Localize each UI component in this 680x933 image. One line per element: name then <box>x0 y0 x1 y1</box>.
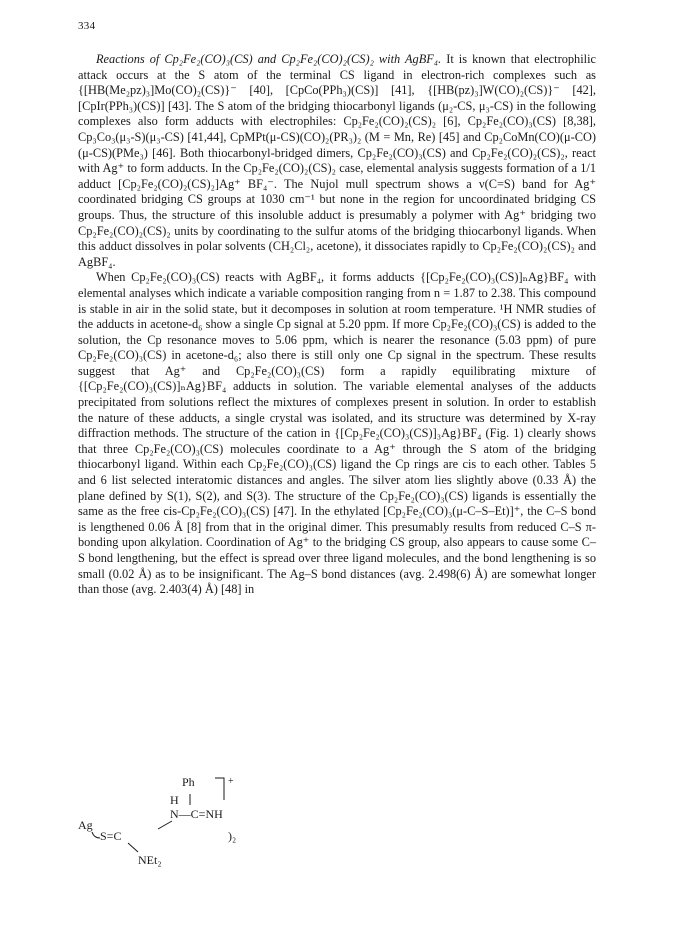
structure-n-c-nh-label: N—C=NH <box>170 807 223 821</box>
chemical-structure-diagram <box>78 774 378 874</box>
paragraph-adducts <box>78 270 596 597</box>
structure-bond-n-c <box>158 821 172 829</box>
structure-charge-label: + <box>228 776 234 787</box>
structure-h-label: H <box>170 793 179 807</box>
structure-ag-arrow <box>92 832 100 838</box>
paragraph-text: When Cp₂Fe₂(CO)₃(CS) reacts with AgBF₄, it forms adducts {[Cp₂Fe₂(CO)₃(CS)]ₙAg}BF₄ with elemental analyses which indicate a variable composition ranging from n = 1.87 to 2.38. This compound is stable in air in the solid state, but it decomposes in solution at room temperature. ¹H NMR studies of the adducts in acetone-d₆ show a single Cp signal at 5.20 ppm. If more Cp₂Fe₂(CO)₃(CS) is added to the solution, the Cp resonance moves to 5.06 ppm, which is nearer the resonance (5.03 ppm) of pure Cp₂Fe₂(CO)₃(CS) in acetone-d₆; also there is still only one Cp signal in the spectrum. These results suggest that Ag⁺ and Cp₂Fe₂(CO)₃(CS) form a rapidly equilibrating mixture of {[Cp₂Fe₂(CO)₃(CS)]ₙAg}BF₄ adducts in solution. The variable elemental analyses of the adducts precipitated from solutions reflect the mixtures of complexes present in solution. In order to establish the nature of these adducts, a single crystal was isolated, and its structure was determined by X-ray diffraction methods. The structure of the cation in {[Cp₂Fe₂(CO)₃(CS)]₃Ag}BF₄ (Fig. 1) clearly shows that three Cp₂Fe₂(CO)₃(CS) molecules coordinate to a Ag⁺ through the S atom of the bridging thiocarbonyl ligand. Within each Cp₂Fe₂(CO)₃(CS) ligand the Cp rings are cis to each other. Tables 5 and 6 list selected interatomic distances and angles. The silver atom lies slightly above (0.33 Å) the plane defined by S(1), S(2), and S(3). The structure of the Cp₂Fe₂(CO)₃(CS) ligands is essentially the same as the free cis-Cp₂Fe₂(CO)₃(CS) [47]. In the ethylated [Cp₂Fe₂(CO)₃(μ-C–S–Et)]⁺, the C–S bond is lengthened 0.06 Å [8] from that in the original dimer. This presumably results from reduced C–S π-bonding upon alkylation. Coordination of Ag⁺ to the bridging CS group, also appears to cause some C–S bond lengthening, but the effect is spread over three ligand molecules, and the bond lengthening is so small (0.02 Å) as to be insignificant. The Ag–S bond distances (avg. 2.498(6) Å) are somewhat longer than those (avg. 2.403(4) Å) [48] in <box>78 270 596 597</box>
structure-bond-c-net2 <box>128 843 138 852</box>
page-number: 334 <box>78 20 96 32</box>
structure-ph-label: Ph <box>182 775 195 789</box>
paragraph-text: It is known that electrophilic attack occurs at the S atom of the terminal CS ligand in electron-rich complexes such as {[HB(Me₂pz)₃]Mo(CO)₂(CS)}⁻ [40], [CpCo(PPh₃)(CS)] [41], {[HB(pz)₃]W(CO)₂(CS)}⁻ [42], [CpIr(PPh₃)(CS)] [43]. The S atom of the bridging thiocarbonyl ligands (μ₂-CS, μ₃-CS) in the following complexes also form adducts with electrophiles: Cp₂Fe₂(CO)₂(CS)₂ [6], Cp₂Fe₂(CO)₃(CS) [8,38], Cp₃Co₃(μ₃-S)(μ₃-CS) [41,44], CpMPt(μ-CS)(CO)₂(PR₃)₂ (M = Mn, Re) [45] and Cp₂CoMn(CO)(μ-CO)(μ-CS)(PMe₃) [46]. Both thiocarbonyl-bridged dimers, Cp₂Fe₂(CO)₃(CS) and Cp₂Fe₂(CO)₂(CS)₂, react with Ag⁺ to form adducts. In the Cp₂Fe₂(CO)₂(CS)₂ case, elemental analysis suggests formation of a 1/1 adduct [Cp₂Fe₂(CO)₂(CS)₂]Ag⁺ BF₄⁻. The Nujol mull spectrum shows a ν(C=S) band for Ag⁺ coordinated bridging CS groups at 1030 cm⁻¹ but none in the region for uncoordinated bridging CS groups. Thus, the structure of this insoluble adduct is presumably a polymer with Ag⁺ bridging two Cp₂Fe₂(CO)₂(CS)₂ units by coordinating to the sulfur atoms of the bridging thiocarbonyl ligands. When this adduct dissolves in polar solvents (CH₂Cl₂, acetone), it dissociates rapidly to Cp₂Fe₂(CO)₂(CS)₂ and AgBF₄. <box>78 52 596 269</box>
structure-ag-label: Ag <box>78 818 93 832</box>
paragraph-reactions <box>78 52 596 270</box>
structure-bracket <box>215 778 224 800</box>
article-body <box>78 52 596 598</box>
structure-s-c-label: S=C <box>100 829 122 843</box>
section-run-in-heading: Reactions of Cp₂Fe₂(CO)₃(CS) and Cp₂Fe₂(CO)₂(CS)₂ with AgBF₄. <box>96 52 442 66</box>
structure-subscript-label: )₂ <box>228 829 237 843</box>
structure-net2-label: NEt₂ <box>138 853 162 867</box>
